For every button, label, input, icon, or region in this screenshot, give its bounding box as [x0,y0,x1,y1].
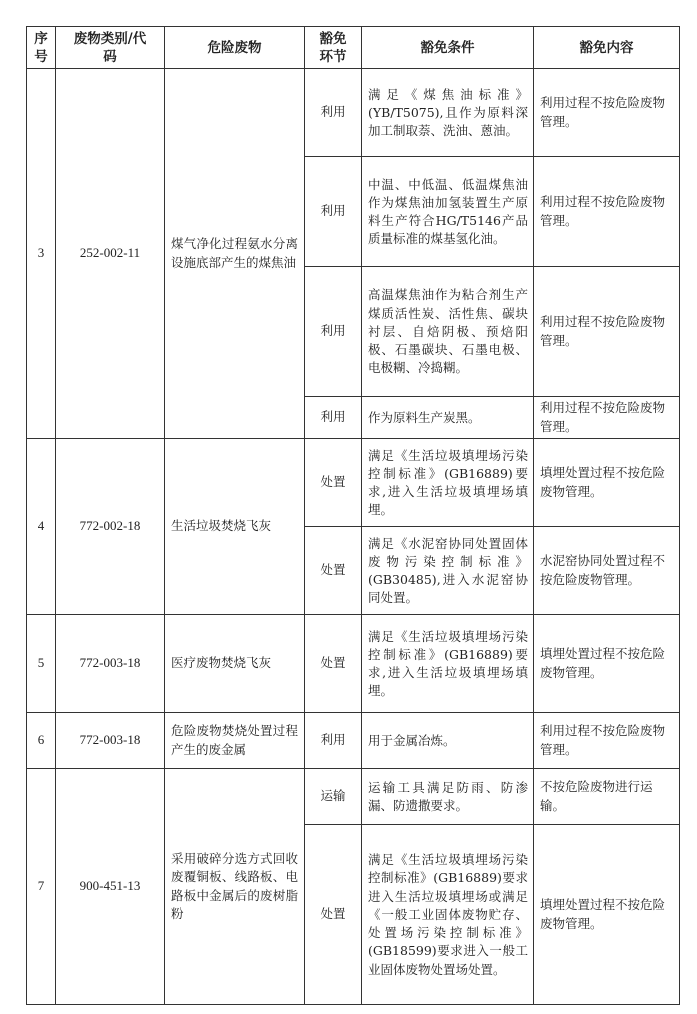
row-seq: 5 [27,615,56,713]
row-seq: 7 [27,769,56,1005]
row-content: 填埋处置过程不按危险废物管理。 [534,439,680,527]
header-category: 废物类别/代码 [56,27,165,69]
row-waste: 生活垃圾焚烧飞灰 [165,439,305,615]
header-waste: 危险废物 [165,27,305,69]
table-row [27,713,680,769]
row-content: 填埋处置过程不按危险废物管理。 [534,825,680,1005]
row-stage: 处置 [305,527,362,615]
row-code: 772-002-18 [56,439,165,615]
row-condition: 满足《水泥窑协同处置固体废物污染控制标准》(GB30485),进入水泥窑协同处置。 [362,527,534,615]
exemption-table [26,26,680,1005]
row-seq: 4 [27,439,56,615]
row-stage: 处置 [305,825,362,1005]
row-waste: 煤气净化过程氨水分离设施底部产生的煤焦油 [165,69,305,439]
header-stage: 豁免环节 [305,27,362,69]
row-condition: 作为原料生产炭黑。 [362,397,534,439]
row-condition: 用于金属冶炼。 [362,713,534,769]
row-content: 利用过程不按危险废物管理。 [534,397,680,439]
row-condition: 满足《生活垃圾填埋场污染控制标准》(GB16889)要求,进入生活垃圾填埋场填埋。 [362,615,534,713]
row-condition: 高温煤焦油作为粘合剂生产煤质活性炭、活性焦、碳块衬层、自焙阴极、预焙阳极、石墨碳块、石墨电极、电极糊、冷捣糊。 [362,267,534,397]
row-code: 900-451-13 [56,769,165,1005]
row-code: 772-003-18 [56,713,165,769]
row-stage: 利用 [305,267,362,397]
row-stage: 运输 [305,769,362,825]
row-content: 利用过程不按危险废物管理。 [534,713,680,769]
row-content: 填埋处置过程不按危险废物管理。 [534,615,680,713]
table-row [27,439,680,527]
row-condition: 中温、中低温、低温煤焦油作为煤焦油加氢装置生产原料生产符合HG/T5146产品质量标准的煤基氢化油。 [362,157,534,267]
row-content: 水泥窑协同处置过程不按危险废物管理。 [534,527,680,615]
header-seq: 序号 [27,27,56,69]
table-row [27,769,680,825]
row-condition: 满足《生活垃圾填埋场污染控制标准》(GB16889)要求,进入生活垃圾填埋场填埋。 [362,439,534,527]
row-waste: 医疗废物焚烧飞灰 [165,615,305,713]
row-condition: 满足《煤焦油标准》(YB/T5075),且作为原料深加工制取萘、洗油、蒽油。 [362,69,534,157]
row-stage: 利用 [305,397,362,439]
row-seq: 3 [27,69,56,439]
row-content: 利用过程不按危险废物管理。 [534,267,680,397]
row-stage: 处置 [305,439,362,527]
row-stage: 利用 [305,713,362,769]
row-content: 利用过程不按危险废物管理。 [534,157,680,267]
row-content: 不按危险废物进行运输。 [534,769,680,825]
row-waste: 危险废物焚烧处置过程产生的废金属 [165,713,305,769]
row-stage: 利用 [305,157,362,267]
row-stage: 处置 [305,615,362,713]
row-content: 利用过程不按危险废物管理。 [534,69,680,157]
header-content: 豁免内容 [534,27,680,69]
row-code: 772-003-18 [56,615,165,713]
row-seq: 6 [27,713,56,769]
row-condition: 运输工具满足防雨、防渗漏、防遗撒要求。 [362,769,534,825]
row-condition: 满足《生活垃圾填埋场污染控制标准》(GB16889)要求进入生活垃圾填埋场或满足《一般工业固体废物贮存、处置场污染控制标准》(GB18599)要求进入一般工业固体废物处置场处置。 [362,825,534,1005]
row-code: 252-002-11 [56,69,165,439]
row-waste: 采用破碎分选方式回收废覆铜板、线路板、电路板中金属后的废树脂粉 [165,769,305,1005]
row-stage: 利用 [305,69,362,157]
table-row [27,615,680,713]
header-row [27,27,680,69]
table-row [27,69,680,157]
header-condition: 豁免条件 [362,27,534,69]
